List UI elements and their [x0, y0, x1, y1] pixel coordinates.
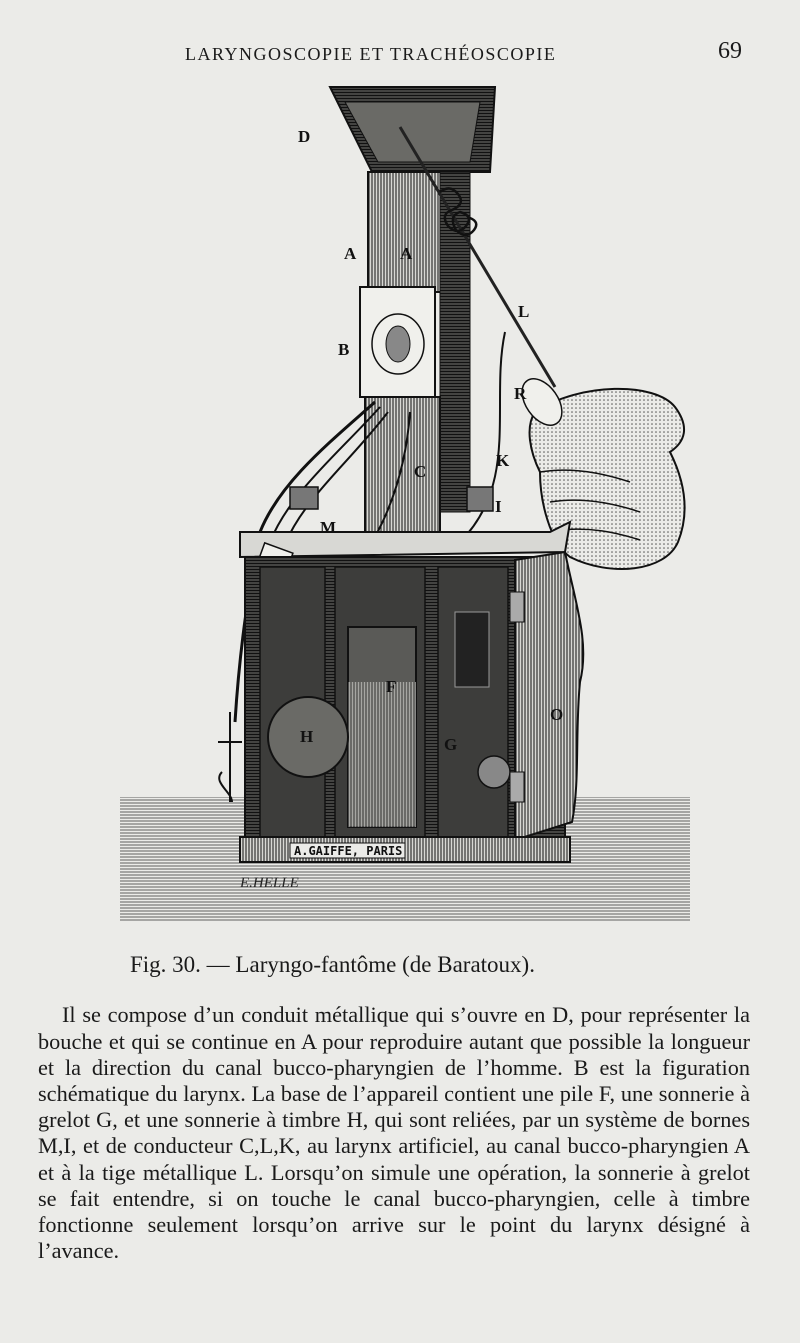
label-g: G: [444, 735, 458, 754]
figure-laryngo-fantome: [110, 82, 700, 934]
bell-grelot: [478, 756, 510, 788]
label-k: K: [496, 451, 510, 470]
label-d: D: [298, 127, 311, 146]
label-b: B: [338, 340, 350, 359]
cabinet-door: [515, 552, 583, 840]
label-c: C: [414, 462, 427, 481]
label-o: O: [550, 705, 564, 724]
label-a1: A: [344, 244, 357, 263]
label-r: R: [514, 384, 527, 403]
page-number: 69: [718, 38, 742, 64]
engraving-illustration: [110, 82, 700, 934]
label-m: M: [320, 518, 337, 537]
label-h: H: [300, 727, 314, 746]
terminal-i: [467, 487, 493, 511]
label-a2: A: [400, 244, 413, 263]
engraver-signature: E.HELLE: [240, 875, 299, 891]
label-l: L: [518, 302, 530, 321]
maker-stamp: A.GAIFFE, PARIS: [294, 844, 403, 858]
figure-caption: Fig. 30. — Laryngo-fantôme (de Baratoux).: [130, 952, 535, 977]
body-paragraph: Il se compose d’un conduit métallique qui s’ouvre en D, pour représenter la bouche et qui se continue en A pour reproduire autant que possible la longueur et la direction du canal bucco-pharyngien de l’homme. B est la figuration schématique du larynx. La base de l’appareil contient une pile F, une sonnerie à grelot G, et une sonnerie à timbre H, qui sont reliées, par un système de bornes M,I, et de conducteur C,L,K, au larynx artificiel, au canal bucco-pharyngien A et à la tige métallique L. Lorsqu’on simule une opération, la sonnerie à grelot se fait entendre, si on touche le canal bucco-pharyngien, celle à timbre fonctionne seulement lorsqu’on arrive sur le point du larynx désigné à l’avance.: [38, 1002, 750, 1264]
label-i: I: [495, 497, 502, 516]
running-head: LARYNGOSCOPIE ET TRACHÉOSCOPIE: [185, 44, 557, 64]
hanging-hooks: [218, 712, 242, 802]
label-f: F: [386, 677, 397, 696]
terminal-m: [290, 487, 318, 509]
